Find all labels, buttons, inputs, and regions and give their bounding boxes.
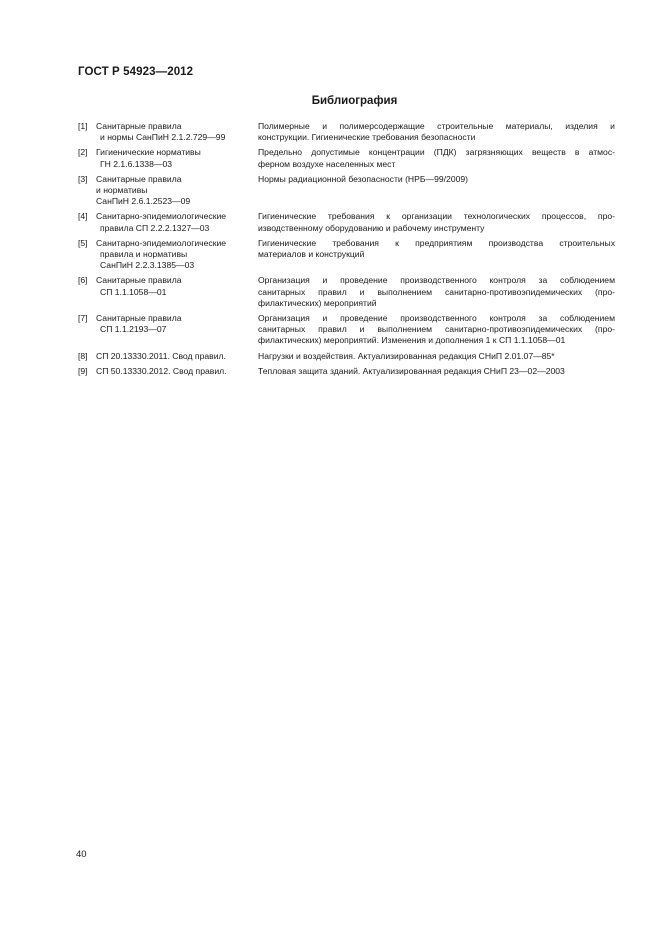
entry-source: [96, 147, 259, 169]
entry-source: [96, 211, 259, 233]
entry-number: [7]: [78, 313, 88, 324]
entry-description-line: конструкции. Гигиенические требования безопасности: [258, 132, 476, 143]
entry-description-line: санитарных правил и выполнением санитарно-противоэпидемических (про-: [258, 286, 615, 297]
entry-source: [96, 238, 259, 272]
bibliography-title: Библиография: [311, 95, 398, 107]
entry-source-line: Санитарные правила: [96, 121, 182, 131]
entry-description-line: ферном воздухе населенных мест: [258, 158, 396, 169]
entry-source-line: Санитарно-эпидемиологические: [96, 237, 227, 248]
bibliography-entry: [78, 174, 616, 208]
entry-description-line: материалов и конструкций: [258, 249, 365, 260]
entry-description: [258, 147, 615, 169]
entry-description-line: Полимерные и полимерсодержащие строительные материалы, изделия и: [258, 121, 615, 131]
entry-source-line: ГН 2.1.6.1338—03: [100, 158, 173, 169]
entry-description: [258, 366, 615, 377]
entry-source-line: СП 20.13330.2011. Свод правил.: [96, 350, 226, 361]
entry-number: [3]: [78, 173, 88, 184]
entry-description-line: Гигиенические требования к организации технологических процессов, про-: [258, 211, 615, 222]
bibliography-entry: [78, 313, 616, 347]
entry-description-line: санитарных правил и выполнением санитарно-противоэпидемических (про-: [258, 324, 615, 335]
entry-source-line: СанПиН 2.6.1.2523—09: [96, 196, 191, 207]
entry-source: [96, 174, 259, 208]
entry-description-line: Тепловая защита зданий. Актуализированная редакция СНиП 23—02—2003: [258, 365, 565, 376]
entry-source-line: и нормы СанПиН 2.1.2.729—99: [100, 132, 226, 143]
bibliography-list: [78, 121, 616, 381]
entry-number: [4]: [78, 211, 88, 222]
entry-description-line: Нормы радиационной безопасности (НРБ—99/2009): [258, 173, 469, 184]
entry-source-line: правила СП 2.2.2.1327—03: [100, 222, 210, 233]
entry-description: [258, 275, 615, 309]
bibliography-entry: [78, 211, 616, 233]
entry-source-line: Санитарные правила: [96, 313, 182, 324]
entry-number: [8]: [78, 350, 88, 361]
entry-description-line: Гигиенические требования к предприятиям производства строительных: [258, 237, 615, 248]
entry-description-line: изводственному оборудованию и рабочему инструменту: [258, 222, 485, 233]
entry-source-line: СП 1.1.1058—01: [100, 286, 167, 297]
document-code-header: ГОСТ Р 54923—2012: [78, 66, 194, 78]
entry-description-line: филактических) мероприятий: [258, 297, 377, 308]
entry-description-line: Организация и проведение производственного контроля за соблюдением: [258, 313, 615, 324]
bibliography-entry: [78, 238, 616, 272]
bibliography-entry: [78, 121, 616, 143]
entry-source-line: и нормативы: [96, 185, 148, 196]
entry-description-line: Предельно допустимые концентрации (ПДК) загрязняющих веществ в атмос-: [258, 147, 615, 158]
entry-description: [258, 238, 615, 260]
entry-source-line: правила и нормативы: [100, 249, 188, 260]
entry-source: [96, 351, 259, 362]
entry-number: [5]: [78, 237, 88, 248]
entry-source: [96, 275, 259, 297]
entry-description: [258, 211, 615, 233]
entry-source-line: Санитарные правила: [96, 275, 182, 286]
entry-source-line: СП 50.13330.2012. Свод правил.: [96, 365, 227, 376]
bibliography-entry: [78, 351, 616, 362]
bibliography-entry: [78, 366, 616, 377]
entry-description: [258, 351, 615, 362]
entry-description-line: Организация и проведение производственного контроля за соблюдением: [258, 275, 615, 286]
entry-number: [9]: [78, 365, 88, 376]
entry-source: [96, 121, 259, 143]
entry-description: [258, 313, 615, 347]
page-number: 40: [76, 849, 87, 860]
entry-number: [1]: [78, 121, 88, 131]
entry-source: [96, 366, 259, 377]
bibliography-entry: [78, 147, 616, 169]
entry-source: [96, 313, 259, 335]
entry-description: [258, 121, 615, 143]
entry-source-line: СП 1.1.2193—07: [100, 324, 167, 335]
entry-source-line: СанПиН 2.2.3.1385—03: [100, 260, 195, 271]
entry-source-line: Гигиенические нормативы: [96, 147, 201, 158]
entry-description-line: филактических) мероприятий. Изменения и дополнения 1 к СП 1.1.1058—01: [258, 335, 566, 346]
entry-number: [6]: [78, 275, 88, 286]
entry-description: [258, 174, 615, 185]
entry-description-line: Нагрузки и воздействия. Актуализированная редакция СНиП 2.01.07—85*: [258, 350, 555, 361]
entry-number: [2]: [78, 147, 88, 158]
bibliography-entry: [78, 275, 616, 309]
entry-source-line: Санитарно-эпидемиологические: [96, 211, 227, 222]
entry-source-line: Санитарные правила: [96, 173, 182, 184]
